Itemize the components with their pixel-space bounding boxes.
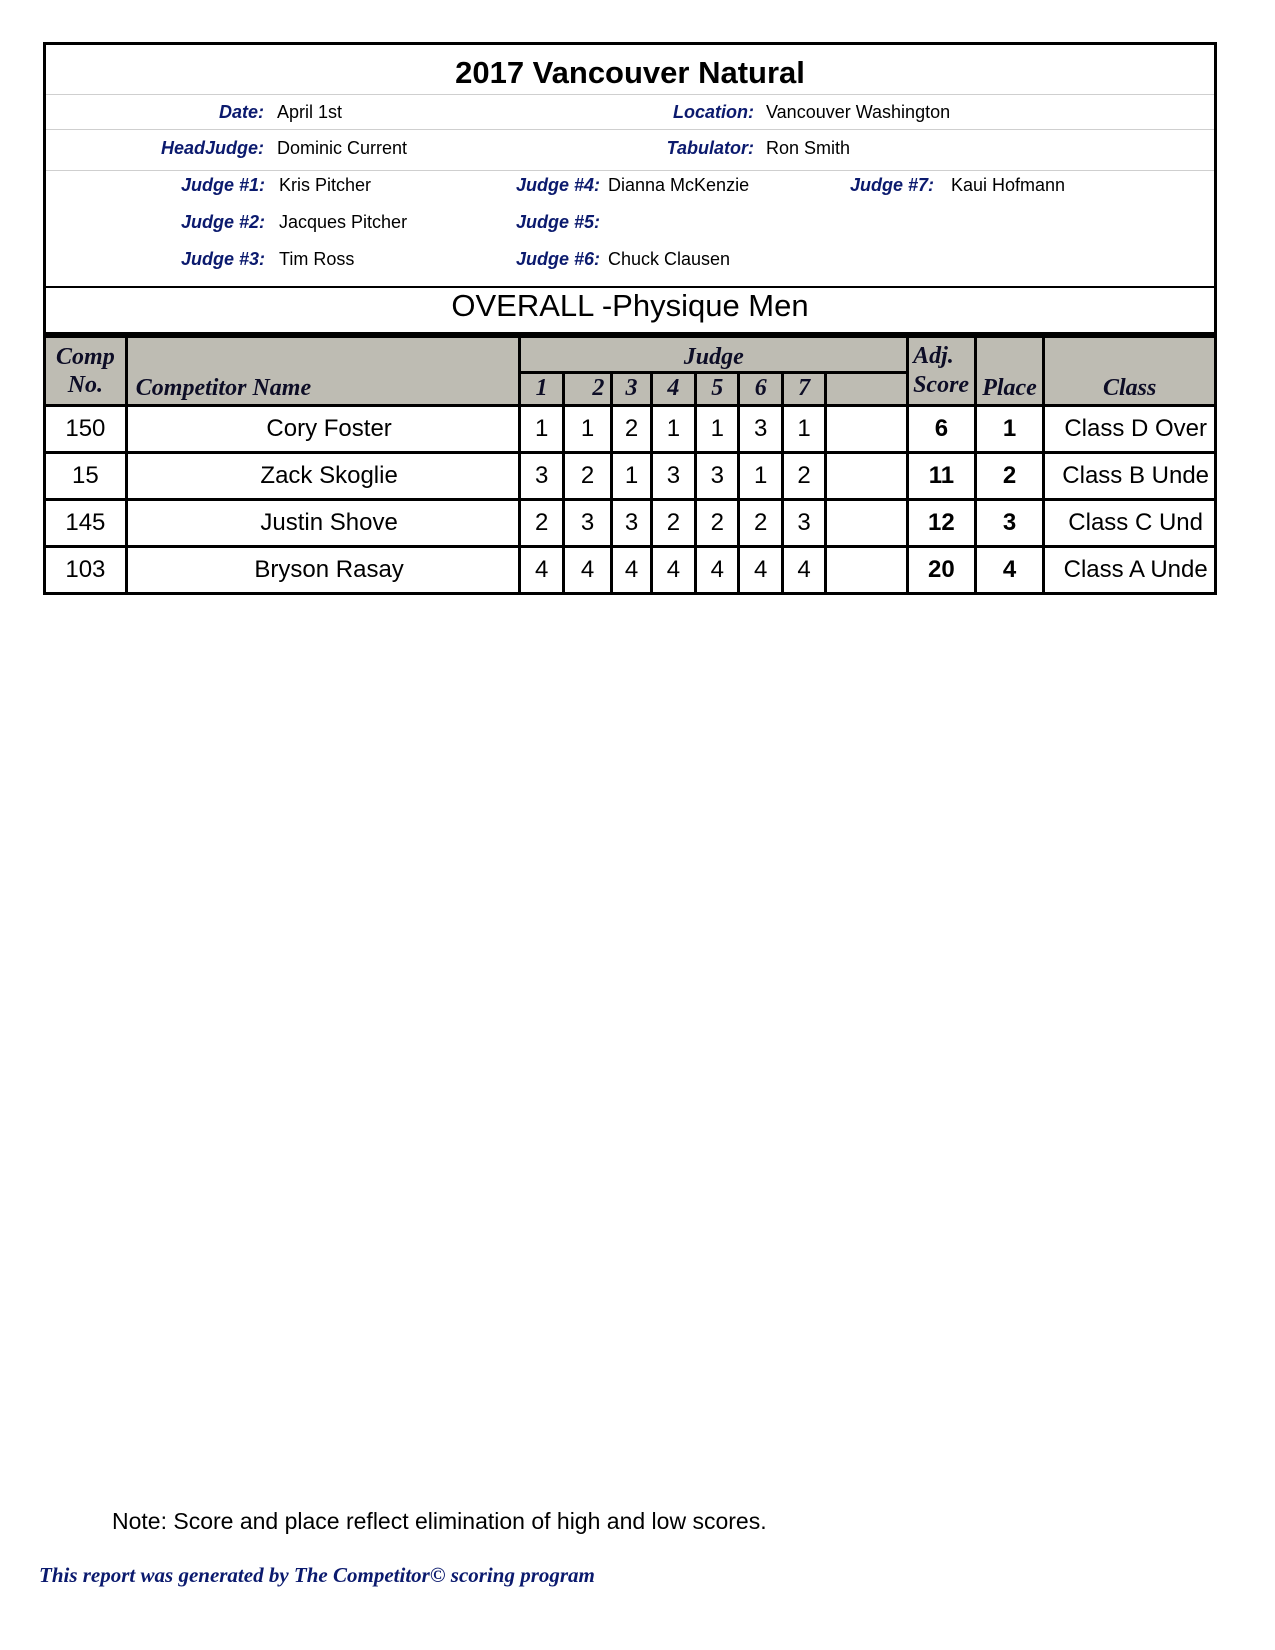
class: Class A Unde	[1044, 547, 1216, 594]
class: Class B Unde	[1044, 453, 1216, 500]
judge-1-name: Kris Pitcher	[279, 175, 372, 195]
judge-number-blank	[826, 372, 908, 406]
competitor-name: Zack Skoglie	[126, 453, 520, 500]
judge-score: 3	[739, 406, 782, 453]
judge-score: 4	[563, 547, 611, 594]
head-judge-value: Dominic Current	[277, 138, 408, 158]
section-title: OVERALL -Physique Men	[451, 288, 809, 323]
judge-score-blank	[826, 547, 908, 594]
judge-number-5: 5	[696, 372, 739, 406]
judge-score: 1	[612, 453, 651, 500]
judge-number-6: 6	[739, 372, 782, 406]
judge-score-blank	[826, 500, 908, 547]
judge-score: 2	[563, 453, 611, 500]
divider	[46, 94, 1214, 95]
judge-score: 4	[612, 547, 651, 594]
table-row	[45, 406, 1216, 453]
place: 1	[975, 406, 1044, 453]
judge-score: 1	[563, 406, 611, 453]
table-row	[45, 500, 1216, 547]
tabulator-value: Ron Smith	[766, 138, 851, 158]
tabulator-label: Tabulator:	[666, 138, 754, 158]
col-header-adj-line1: Adj.	[913, 343, 954, 369]
head-judge-label: HeadJudge:	[160, 138, 264, 158]
col-header-comp-line2: No.	[67, 372, 104, 398]
judge-score: 4	[696, 547, 739, 594]
judge-7-label: Judge #7:	[849, 175, 934, 195]
report-header	[43, 42, 1217, 335]
judge-6-name: Chuck Clausen	[608, 249, 731, 269]
judge-3-label: Judge #3:	[180, 249, 265, 269]
col-header-comp-line1: Comp	[56, 344, 115, 370]
judge-score: 2	[651, 500, 695, 547]
date-label: Date:	[218, 102, 264, 122]
adj-score: 12	[908, 500, 976, 547]
judge-score: 3	[651, 453, 695, 500]
col-header-adj-line2: Score	[913, 372, 970, 398]
judge-2-label: Judge #2:	[180, 212, 265, 232]
col-header-name: Competitor Name	[126, 337, 520, 406]
judge-score: 2	[612, 406, 651, 453]
adj-score: 20	[908, 547, 976, 594]
divider	[46, 129, 1214, 130]
report-footer: This report was generated by The Competitor© scoring program	[39, 1563, 595, 1587]
col-header-comp	[45, 337, 127, 406]
judge-score: 1	[651, 406, 695, 453]
comp-no: 145	[45, 500, 127, 547]
class: Class C Und	[1044, 500, 1216, 547]
judge-score: 4	[739, 547, 782, 594]
adj-score: 11	[908, 453, 976, 500]
place: 3	[975, 500, 1044, 547]
judge-3-name: Tim Ross	[279, 249, 355, 269]
col-header-adj-score	[908, 337, 976, 406]
judge-score: 2	[696, 500, 739, 547]
competitor-name: Justin Shove	[126, 500, 520, 547]
comp-no: 15	[45, 453, 127, 500]
judge-score: 3	[520, 453, 563, 500]
judge-6-label: Judge #6:	[515, 249, 600, 269]
judge-score: 2	[739, 500, 782, 547]
event-title: 2017 Vancouver Natural	[455, 55, 805, 90]
results-table	[43, 335, 1217, 595]
col-header-place: Place	[975, 337, 1044, 406]
judge-5-label: Judge #5:	[515, 212, 600, 232]
location-label: Location:	[673, 102, 754, 122]
class: Class D Over	[1044, 406, 1216, 453]
date-value: April 1st	[277, 102, 343, 122]
judge-score-blank	[826, 453, 908, 500]
judge-score: 1	[520, 406, 563, 453]
judge-2-name: Jacques Pitcher	[279, 212, 408, 232]
judge-score: 1	[739, 453, 782, 500]
judge-score: 2	[520, 500, 563, 547]
location-value: Vancouver Washington	[766, 102, 951, 122]
comp-no: 150	[45, 406, 127, 453]
judge-number-7: 7	[782, 372, 825, 406]
judge-number-4: 4	[651, 372, 695, 406]
judge-number-2: 2	[563, 372, 611, 406]
judge-score: 1	[696, 406, 739, 453]
judge-score: 3	[696, 453, 739, 500]
judge-7-name: Kaui Hofmann	[951, 175, 1066, 195]
competitor-name: Cory Foster	[126, 406, 520, 453]
comp-no: 103	[45, 547, 127, 594]
judge-score: 4	[520, 547, 563, 594]
judge-score: 4	[782, 547, 825, 594]
judge-score: 4	[651, 547, 695, 594]
judge-number-1: 1	[520, 372, 563, 406]
place: 4	[975, 547, 1044, 594]
competitor-name: Bryson Rasay	[126, 547, 520, 594]
judge-4-label: Judge #4:	[515, 175, 600, 195]
divider	[46, 170, 1214, 171]
place: 2	[975, 453, 1044, 500]
judge-number-3: 3	[612, 372, 651, 406]
judge-4-name: Dianna McKenzie	[608, 175, 750, 195]
judge-score: 3	[612, 500, 651, 547]
judge-score: 3	[782, 500, 825, 547]
table-row	[45, 453, 1216, 500]
judge-score-blank	[826, 406, 908, 453]
table-row	[45, 547, 1216, 594]
judge-score: 2	[782, 453, 825, 500]
col-header-class: Class	[1044, 337, 1216, 406]
adj-score: 6	[908, 406, 976, 453]
col-header-judge: Judge	[520, 337, 908, 373]
scoring-note: Note: Score and place reflect elimination of high and low scores.	[112, 1508, 767, 1534]
judge-score: 3	[563, 500, 611, 547]
judge-1-label: Judge #1:	[180, 175, 265, 195]
judge-score: 1	[782, 406, 825, 453]
